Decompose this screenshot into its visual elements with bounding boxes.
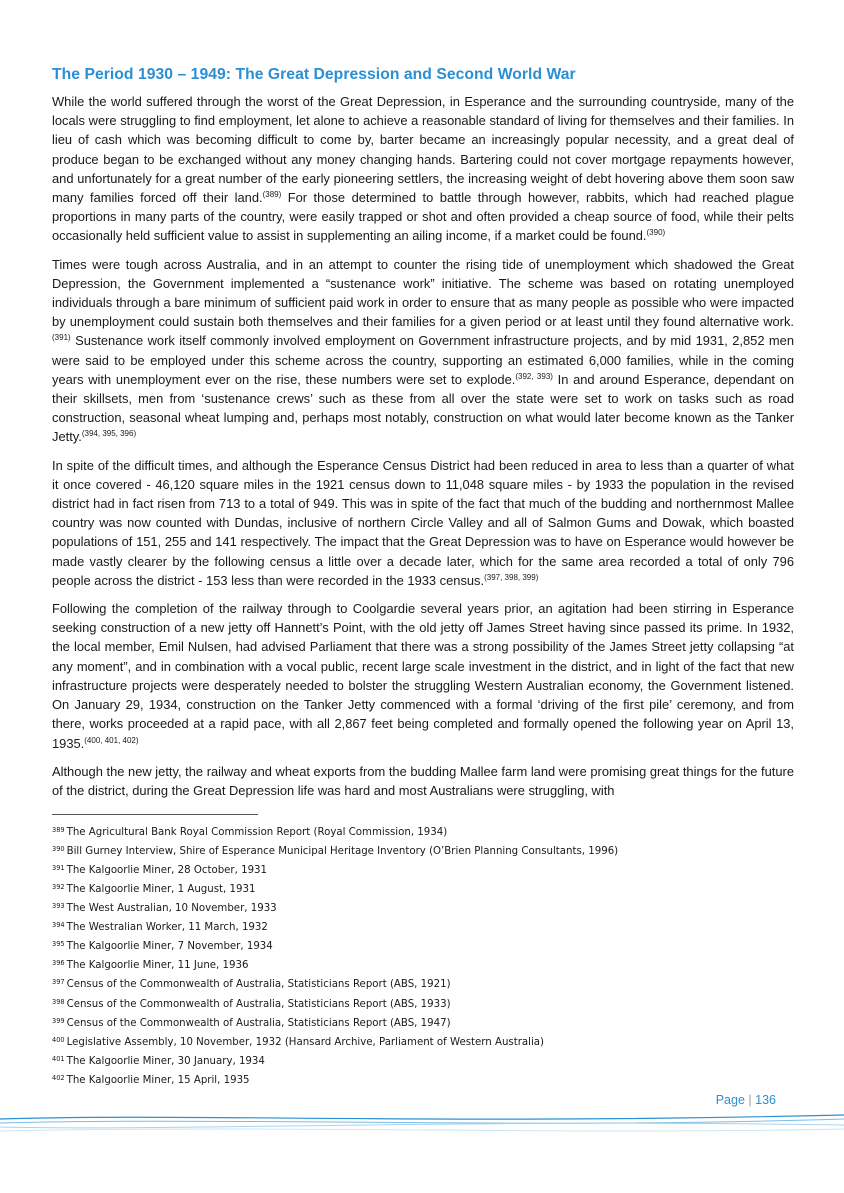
paragraph-text: For those determined to battle through however, rabbits, which had reached plague proportions in many parts of the country, were easily trapped or shot and often provided a cheap source of food, while their pelts occasionally held sufficient value to assist in supplementing an ailing income, if a market could be found. xyxy=(52,190,794,244)
footnote-item xyxy=(52,841,794,860)
paragraph-text: Following the completion of the railway through to Coolgardie several years prior, an agitation had been stirring in Esperance seeking construction of a new jetty off Hannett’s Point, with the old jetty off James Street having since passed its prime. In 1932, the local member, Emil Nulsen, had advised Parliament that there was a strong possibility of the James Street jetty collapsing “at any moment”, and in combination with a vocal public, recent large scale investment in the district, and in light of the fact that new infrastructure projects were desperately needed to bolster the struggling Western Australian economy, the Government listened. On January 29, 1934, construction on the Tanker Jetty commenced with a formal ‘driving of the first pile’ ceremony, and from there, works proceeded at a rapid pace, with all 2,867 feet being completed and formally opened the following year on April 13, 1935. xyxy=(52,601,794,751)
wave-line xyxy=(0,1119,844,1123)
footnote-item xyxy=(52,860,794,879)
footnote-text: The Kalgoorlie Miner, 1 August, 1931 xyxy=(66,884,256,896)
citation-reference: (392, 393) xyxy=(515,371,553,381)
footnote-text: The Kalgoorlie Miner, 7 November, 1934 xyxy=(66,941,273,953)
footnote-number: 391 xyxy=(52,864,65,873)
footnote-text: The Kalgoorlie Miner, 28 October, 1931 xyxy=(66,865,268,877)
paragraph-text: In and around Esperance, dependant on their skillsets, men from ‘sustenance crews’ such as these from all over the state were set to work on tasks such as road construction, seasonal wheat lumping and, perhaps most notably, construction on what would later become known as the Tanker Jetty. xyxy=(52,371,794,445)
paragraph-text: Times were tough across Australia, and in an attempt to counter the rising tide of unemployment which shadowed the Great Depression, the Government implemented a “sustenance work” initiative. The scheme was based on rotating unemployed individuals through a bare minimum of sufficient paid work in order to ensure that as many people as possible who were impacted by unemployment could sustain both themselves and their families for a given period or at least until they found alternative work. xyxy=(52,256,794,330)
footnote-item xyxy=(52,936,794,955)
footnote-text: The Kalgoorlie Miner, 15 April, 1935 xyxy=(66,1074,250,1086)
footnote-number: 397 xyxy=(52,978,65,987)
citation-reference: (397, 398, 399) xyxy=(484,572,539,582)
footnote-number: 401 xyxy=(52,1054,65,1063)
footnote-number: 400 xyxy=(52,1035,65,1044)
footnote-number: 389 xyxy=(52,826,65,835)
paragraph xyxy=(52,599,794,753)
footnote-text: Census of the Commonwealth of Australia, Statisticians Report (ABS, 1947) xyxy=(66,1017,451,1029)
paragraph xyxy=(52,762,794,800)
page-separator: | xyxy=(748,1093,752,1107)
page-content xyxy=(52,66,794,1089)
paragraph xyxy=(52,255,794,447)
footer-wave-decoration xyxy=(0,1105,844,1145)
footnote-text: Legislative Assembly, 10 November, 1932 (Hansard Archive, Parliament of Western Australia) xyxy=(66,1036,545,1048)
footnote-text: The Westralian Worker, 11 March, 1932 xyxy=(66,922,268,934)
citation-reference: (391) xyxy=(52,333,71,343)
footnote-number: 398 xyxy=(52,997,65,1006)
paragraph xyxy=(52,456,794,590)
wave-line xyxy=(0,1129,844,1131)
footnote-text: Census of the Commonwealth of Australia, Statisticians Report (ABS, 1933) xyxy=(66,998,451,1010)
footnote-number: 393 xyxy=(52,902,65,911)
citation-reference: (390) xyxy=(646,228,666,238)
footnotes-list xyxy=(52,822,794,1089)
body-text xyxy=(52,92,794,800)
footnote-text: The Kalgoorlie Miner, 11 June, 1936 xyxy=(66,960,249,972)
citation-reference: (389) xyxy=(262,190,282,200)
footnote-item xyxy=(52,822,794,841)
footnote-text: The Kalgoorlie Miner, 30 January, 1934 xyxy=(66,1055,265,1067)
footnote-item xyxy=(52,1013,794,1032)
paragraph-text: Although the new jetty, the railway and wheat exports from the budding Mallee farm land were promising great things for the future of the district, during the Great Depression life was hard and most Australians were struggling, with xyxy=(52,763,794,798)
citation-reference: (394, 395, 396) xyxy=(81,429,137,439)
footnote-number: 402 xyxy=(52,1073,65,1082)
footnote-item xyxy=(52,917,794,936)
paragraph xyxy=(52,92,794,246)
footnote-item xyxy=(52,879,794,898)
footnote-item xyxy=(52,898,794,917)
paragraph-text: Sustenance work itself commonly involved employment on Government infrastructure projects, and by mid 1931, 2,852 men were said to be employed under this scheme across the country, supporting an estimated 6,000 families, while in the coming years with unemployment ever on the rise, these numbers were set to explode. xyxy=(52,333,794,387)
footnote-number: 396 xyxy=(52,959,65,968)
footnote-item xyxy=(52,1032,794,1051)
footnote-item xyxy=(52,974,794,993)
footnote-item xyxy=(52,994,794,1013)
footnote-item xyxy=(52,955,794,974)
wave-line xyxy=(0,1115,844,1119)
footnote-number: 390 xyxy=(52,845,65,854)
footnote-item xyxy=(52,1070,794,1089)
paragraph-text: While the world suffered through the worst of the Great Depression, in Esperance and the surrounding countryside, many of the locals were struggling to find employment, let alone to achieve a reasonable standard of living for themselves and their families. In lieu of cash which was becoming difficult to come by, barter became an increasingly popular necessity, and a great deal of produce began to be exchanged without any money changing hands. Bartering could not cover mortgage repayments however, and unfortunately for a great number of the early pioneering settlers, the increasing weight of debt hovering above them soon saw many families forced off their land. xyxy=(52,94,794,206)
footnote-divider xyxy=(52,814,258,815)
footnote-text: Bill Gurney Interview, Shire of Esperance Municipal Heritage Inventory (O’Brien Planning Consultants, 1996) xyxy=(66,846,619,858)
page-label: Page xyxy=(715,1093,745,1107)
citation-reference: (400, 401, 402) xyxy=(84,735,139,745)
paragraph-text: In spite of the difficult times, and although the Esperance Census District had been reduced in area to less than a quarter of what it once covered - 46,120 square miles in the 1921 census down to 11,048 square miles - by 1933 the population in the revised district had in fact risen from 713 to a total of 949. This was in spite of the fact that much of the budding and northernmost Mallee country was now counted with Dundas, inclusive of northern Circle Valley and all of Salmon Gums and Dowak, which boasted populations of 151, 255 and 141 respectively. The impact that the Great Depression was to have on Esperance would however be made vastly clearer by the following census a little over a decade later, which for the same area recorded a total of only 796 people across the district - 153 less than were recorded in the 1933 census. xyxy=(52,457,794,588)
section-heading: The Period 1930 – 1949: The Great Depression and Second World War xyxy=(52,66,576,83)
footnote-item xyxy=(52,1051,794,1070)
footnote-number: 394 xyxy=(52,921,65,930)
footnote-text: Census of the Commonwealth of Australia, Statisticians Report (ABS, 1921) xyxy=(66,979,451,991)
footnote-text: The Agricultural Bank Royal Commission Report (Royal Commission, 1934) xyxy=(66,827,448,839)
footnote-number: 392 xyxy=(52,883,65,892)
wave-line xyxy=(0,1123,844,1128)
page-number-value: 136 xyxy=(755,1093,776,1107)
footnote-text: The West Australian, 10 November, 1933 xyxy=(66,903,277,915)
footnote-number: 399 xyxy=(52,1016,65,1025)
footnote-number: 395 xyxy=(52,940,65,949)
